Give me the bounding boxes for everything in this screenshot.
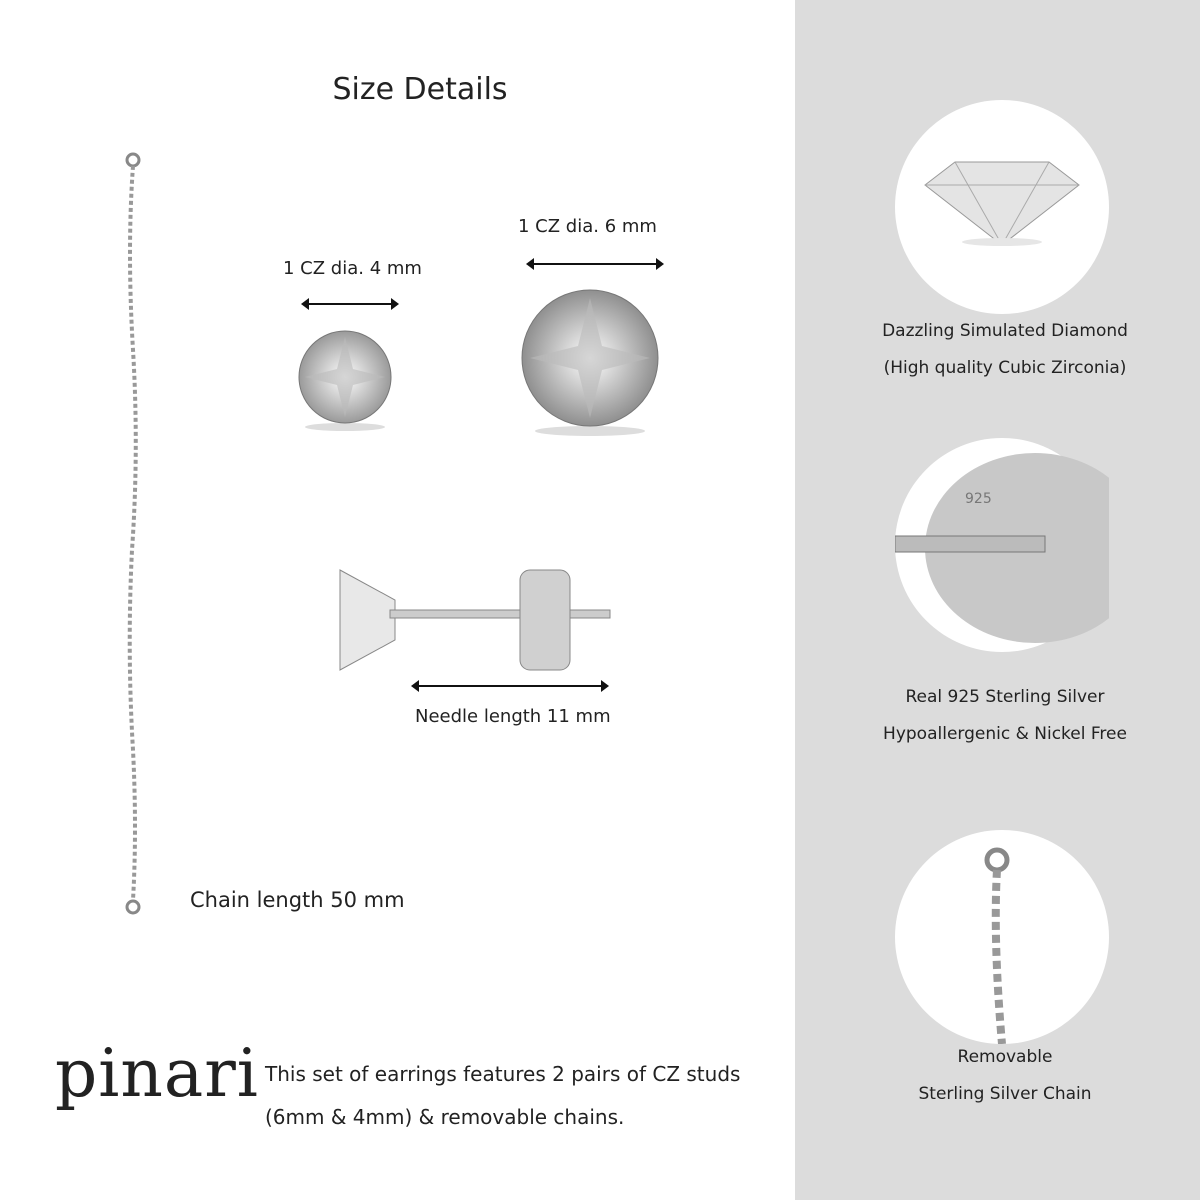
stud-4mm-image — [295, 322, 395, 432]
silver-feature-image — [895, 438, 1109, 652]
diamond-feature-image — [895, 100, 1109, 314]
description-line-2: (6mm & 4mm) & removable chains. — [265, 1105, 625, 1129]
caption-line: Sterling Silver Chain — [918, 1084, 1092, 1104]
stud-6mm-image — [515, 283, 665, 438]
cz4-dimension-arrow — [305, 303, 395, 305]
cz6-label: 1 CZ dia. 6 mm — [518, 216, 657, 237]
chain-length-label: Chain length 50 mm — [190, 888, 405, 912]
cz6-dimension-arrow — [530, 263, 660, 265]
stud-side-view-image — [335, 560, 615, 680]
caption-line: (High quality Cubic Zirconia) — [883, 358, 1127, 378]
caption-line: Dazzling Simulated Diamond — [882, 321, 1128, 341]
chain-image — [115, 150, 155, 920]
description-line-1: This set of earrings features 2 pairs of CZ studs — [265, 1062, 741, 1086]
caption-line: Removable — [957, 1047, 1053, 1067]
feature-silver-caption — [795, 679, 1200, 753]
needle-dimension-arrow — [415, 685, 605, 687]
feature-chain-caption — [795, 1039, 1200, 1113]
cz4-label: 1 CZ dia. 4 mm — [283, 258, 422, 279]
stamp-925: 925 — [965, 491, 992, 507]
page-title: Size Details — [332, 72, 508, 107]
caption-line: Hypoallergenic & Nickel Free — [883, 724, 1127, 744]
needle-length-label: Needle length 11 mm — [415, 706, 611, 727]
chain-feature-image — [895, 830, 1109, 1044]
caption-line: Real 925 Sterling Silver — [905, 687, 1105, 707]
brand-logo: pinari — [55, 1035, 259, 1112]
feature-diamond-caption — [795, 313, 1200, 387]
